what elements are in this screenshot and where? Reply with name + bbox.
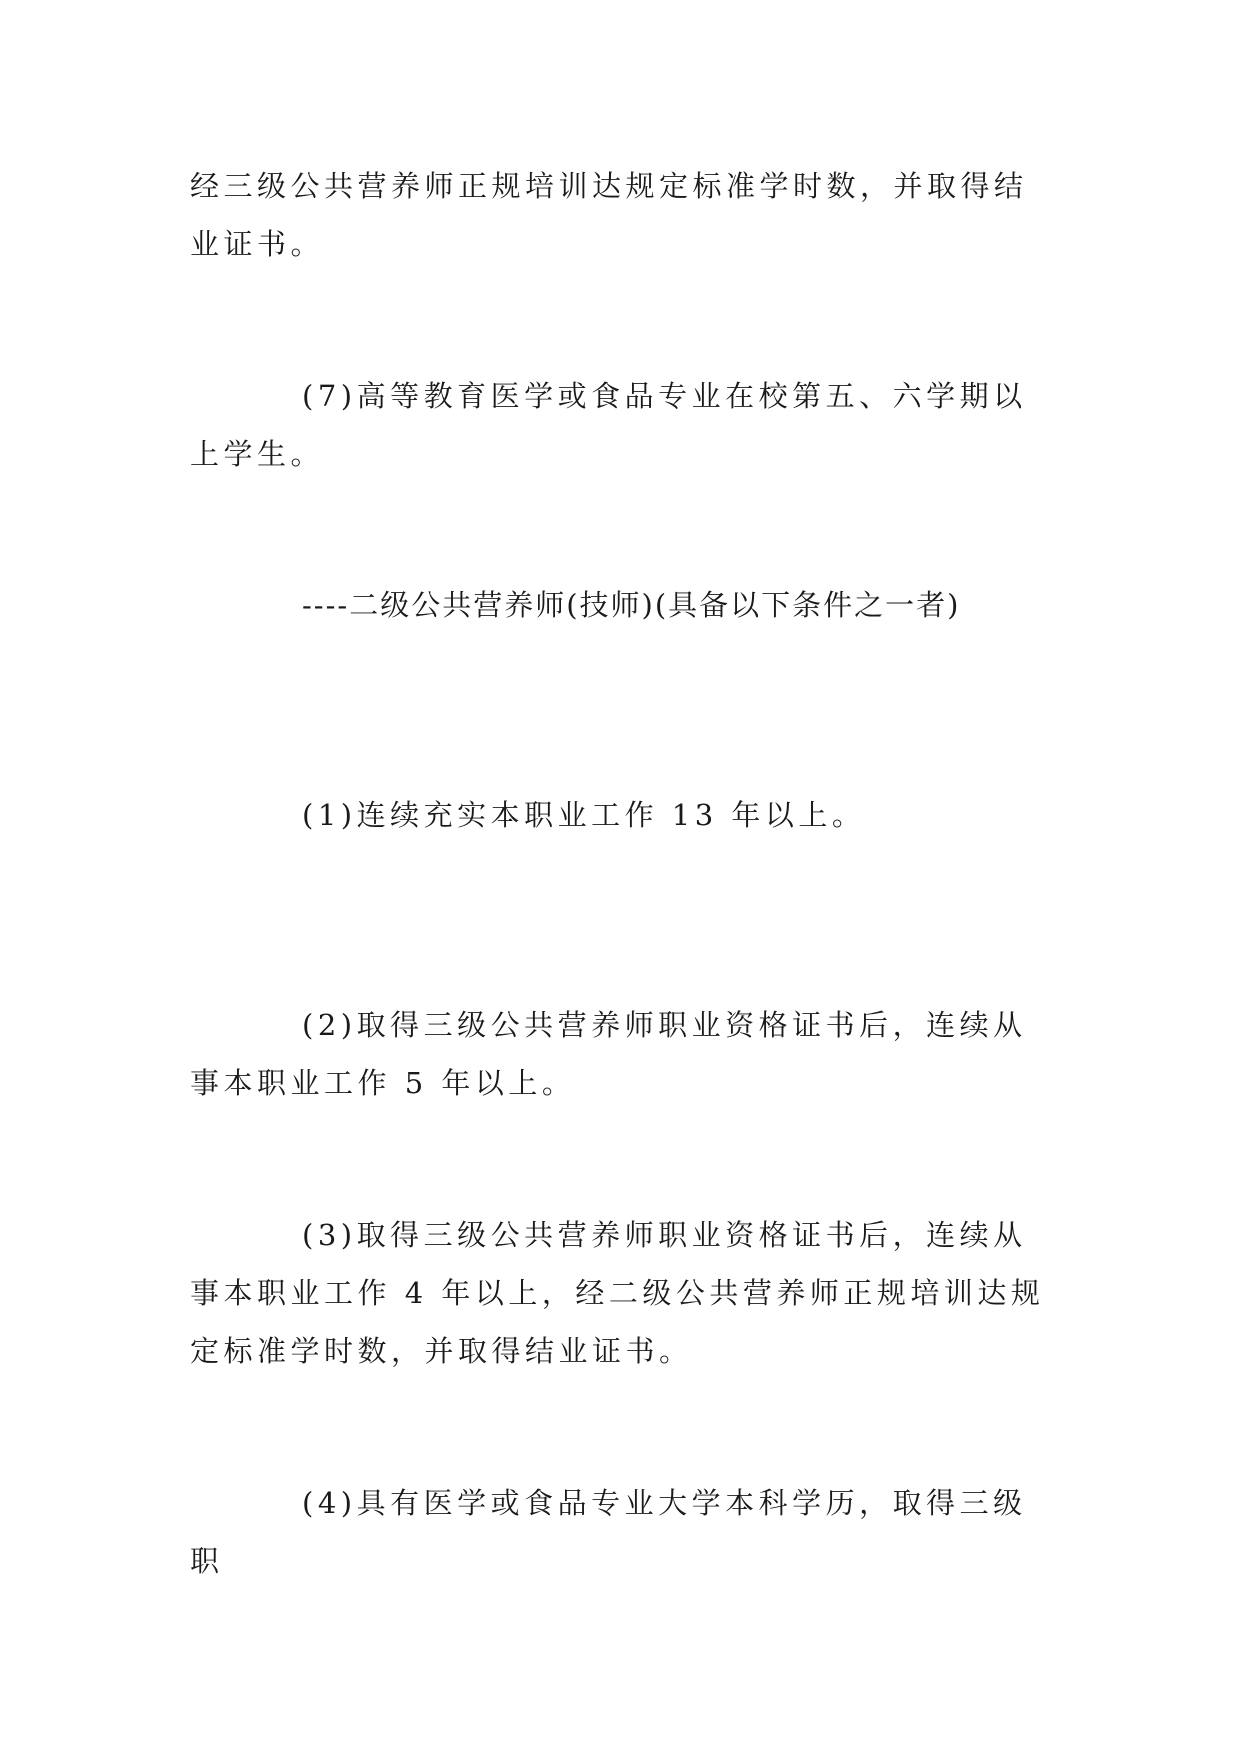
paragraph-item-4: (4)具有医学或食品专业大学本科学历，取得三级职 [190,1486,1027,1578]
paragraph-continued: 经三级公共营养师正规培训达规定标准学时数，并取得结业证书。 [190,169,1028,261]
paragraph-item-1: (1)连续充实本职业工作 13 年以上。 [302,798,866,832]
paragraph-item-2: (2)取得三级公共营养师职业资格证书后，连续从事本职业工作 5 年以上。 [190,1008,1027,1100]
paragraph-item-3: (3)取得三级公共营养师职业资格证书后，连续从事本职业工作 4 年以上，经二级公共营养师正规培训达规定标准学时数，并取得结业证书。 [190,1218,1045,1368]
paragraph-item-7: (7)高等教育医学或食品专业在校第五、六学期以上学生。 [190,379,1027,471]
section-heading-level-2: ----二级公共营养师(技师)(具备以下条件之一者) [302,588,961,622]
